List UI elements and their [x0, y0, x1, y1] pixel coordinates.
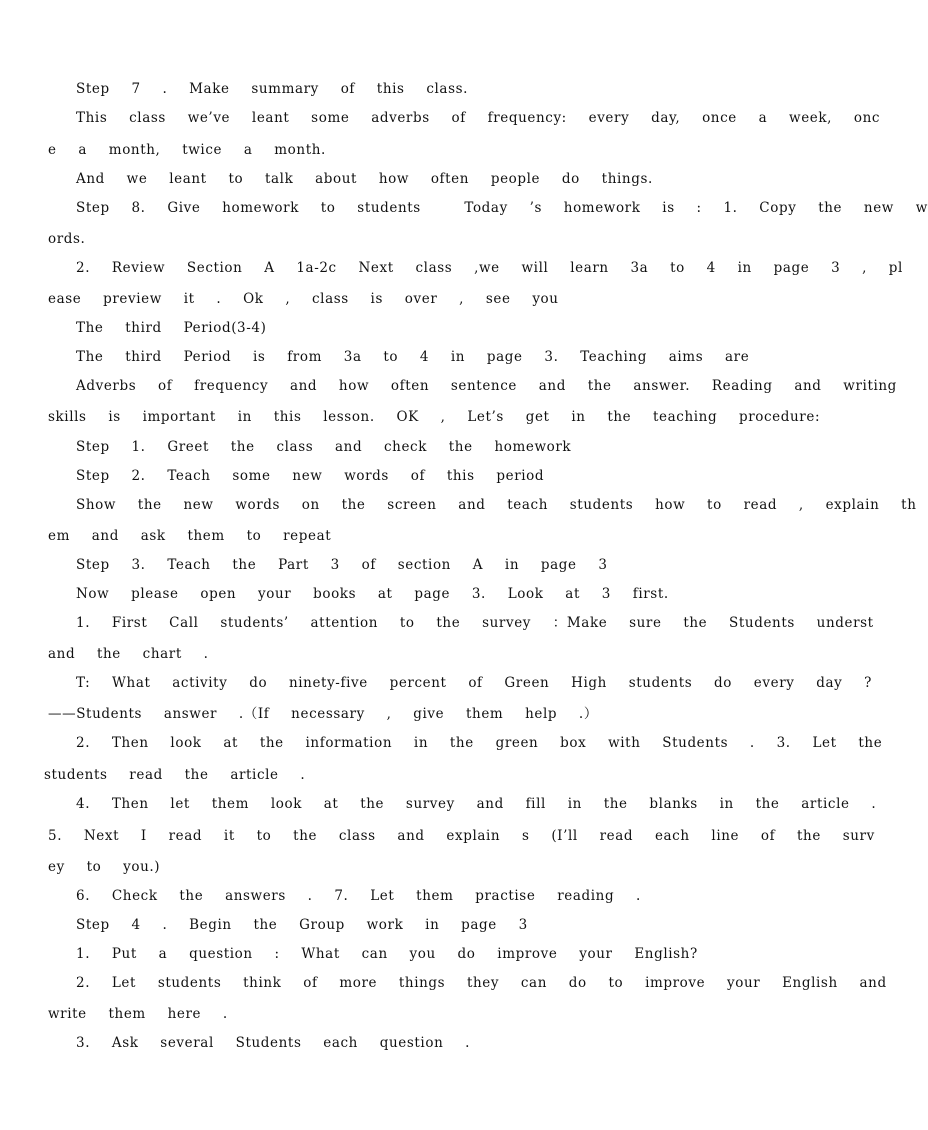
text-line: 5. Next I read it to the class and explain s (I’ll read each line of the surv — [48, 828, 875, 844]
text-line: This class we’ve leant some adverbs of frequency: every day, once a week, onc — [76, 110, 881, 126]
text-line: T: What activity do ninety-five percent of Green High students do every day ? — [76, 675, 872, 691]
text-line: and the chart . — [48, 646, 209, 662]
text-line: ords. — [48, 231, 86, 247]
text-line: Step 8. Give homework to students Today ’s homework is : 1. Copy the new w — [76, 200, 928, 216]
text-line: 4. Then let them look at the survey and fill in the blanks in the article . — [76, 796, 877, 812]
text-line: And we leant to talk about how often people do things. — [76, 171, 653, 187]
text-line: skills is important in this lesson. OK , Let’s get in the teaching procedure: — [48, 409, 821, 425]
text-line: ——Students answer .（If necessary , give them help .） — [48, 706, 598, 722]
text-line: 6. Check the answers . 7. Let them practise reading . — [76, 888, 641, 904]
text-line: Show the new words on the screen and teach students how to read , explain th — [76, 497, 917, 513]
text-line: 2. Review Section A 1a-2c Next class ,we will learn 3a to 4 in page 3 , pl — [76, 260, 903, 276]
text-line: 1. Put a question : What can you do improve your English? — [76, 946, 698, 962]
text-line: Step 7 . Make summary of this class. — [76, 81, 469, 97]
text-line: Adverbs of frequency and how often sentence and the answer. Reading and writing — [76, 378, 897, 394]
text-line: em and ask them to repeat — [48, 528, 332, 544]
text-line: ease preview it . Ok , class is over , see you — [48, 291, 559, 307]
text-line: e a month, twice a month. — [48, 142, 326, 158]
section-heading: The third Period(3-4) — [76, 320, 267, 336]
text-line: ey to you.) — [48, 859, 161, 875]
text-line: Now please open your books at page 3. Look at 3 first. — [76, 586, 669, 602]
text-line: 3. Ask several Students each question . — [76, 1035, 471, 1051]
text-line: Step 3. Teach the Part 3 of section A in page 3 — [76, 557, 608, 573]
text-line: The third Period is from 3a to 4 in page 3. Teaching aims are — [76, 349, 750, 365]
text-line: 2. Then look at the information in the green box with Students . 3. Let the — [76, 735, 883, 751]
text-line: students read the article . — [44, 767, 306, 783]
text-line: write them here . — [48, 1006, 228, 1022]
text-line: Step 4 . Begin the Group work in page 3 — [76, 917, 528, 933]
text-line: Step 2. Teach some new words of this period — [76, 468, 545, 484]
text-line: 1. First Call students’ attention to the survey ：Make sure the Students underst — [76, 615, 874, 631]
text-line: 2. Let students think of more things they can do to improve your English and — [76, 975, 887, 991]
text-line: Step 1. Greet the class and check the homework — [76, 439, 572, 455]
